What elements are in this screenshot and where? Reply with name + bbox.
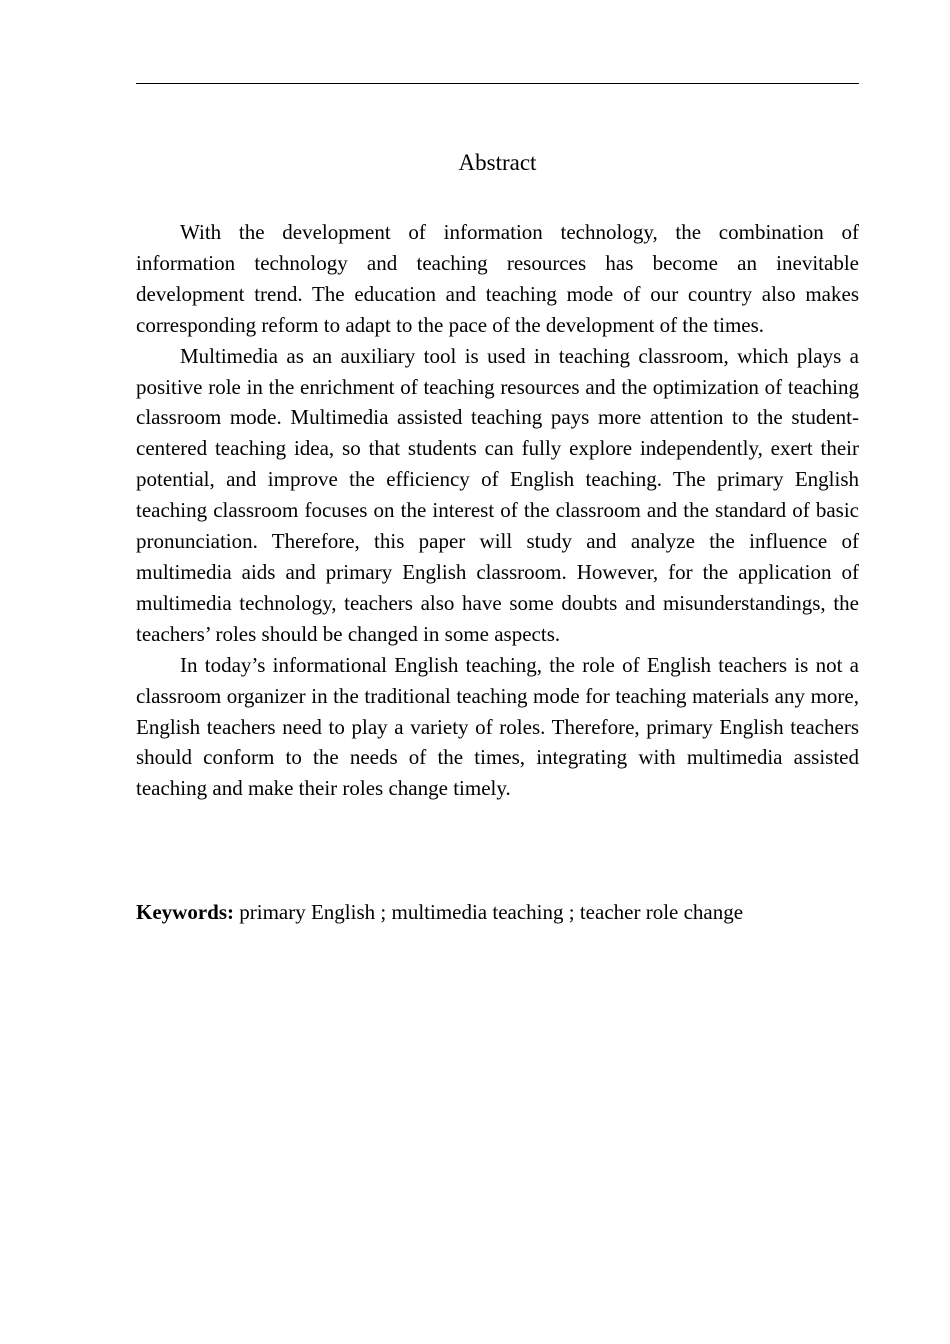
abstract-paragraph-1: With the development of information technology, the combination of information technology and teaching resources has become an inevitable development trend. The education and teaching mode of our country also makes corresponding reform to adapt to the pace of the development of the times.	[136, 220, 859, 337]
abstract-paragraph-2: Multimedia as an auxiliary tool is used in teaching classroom, which plays a positive role in the enrichment of teaching resources and the optimization of teaching classroom mode. Multimedia assisted teaching pays more attention to the student-centered teaching idea, so that students can fully explore independently, exert their potential, and improve the efficiency of English teaching. The primary English teaching classroom focuses on the interest of the classroom and the standard of basic pronunciation. Therefore, this paper will study and analyze the influence of multimedia aids and primary English classroom. However, for the application of multimedia technology, teachers also have some doubts and misunderstandings, the teachers’ roles should be changed in some aspects.	[136, 343, 859, 646]
keywords-text: primary English ; multimedia teaching ; teacher role change	[234, 900, 744, 924]
abstract-body	[136, 217, 859, 804]
abstract-title: Abstract	[458, 150, 537, 175]
keywords-line	[136, 897, 859, 927]
header-rule	[136, 83, 859, 84]
keywords-label: Keywords:	[136, 900, 234, 924]
abstract-paragraph-3: In today’s informational English teaching, the role of English teachers is not a classroom organizer in the traditional teaching mode for teaching materials any more, English teachers need to play a variety of roles. Therefore, primary English teachers should conform to the needs of the times, integrating with multimedia assisted teaching and make their roles change timely.	[136, 652, 859, 801]
